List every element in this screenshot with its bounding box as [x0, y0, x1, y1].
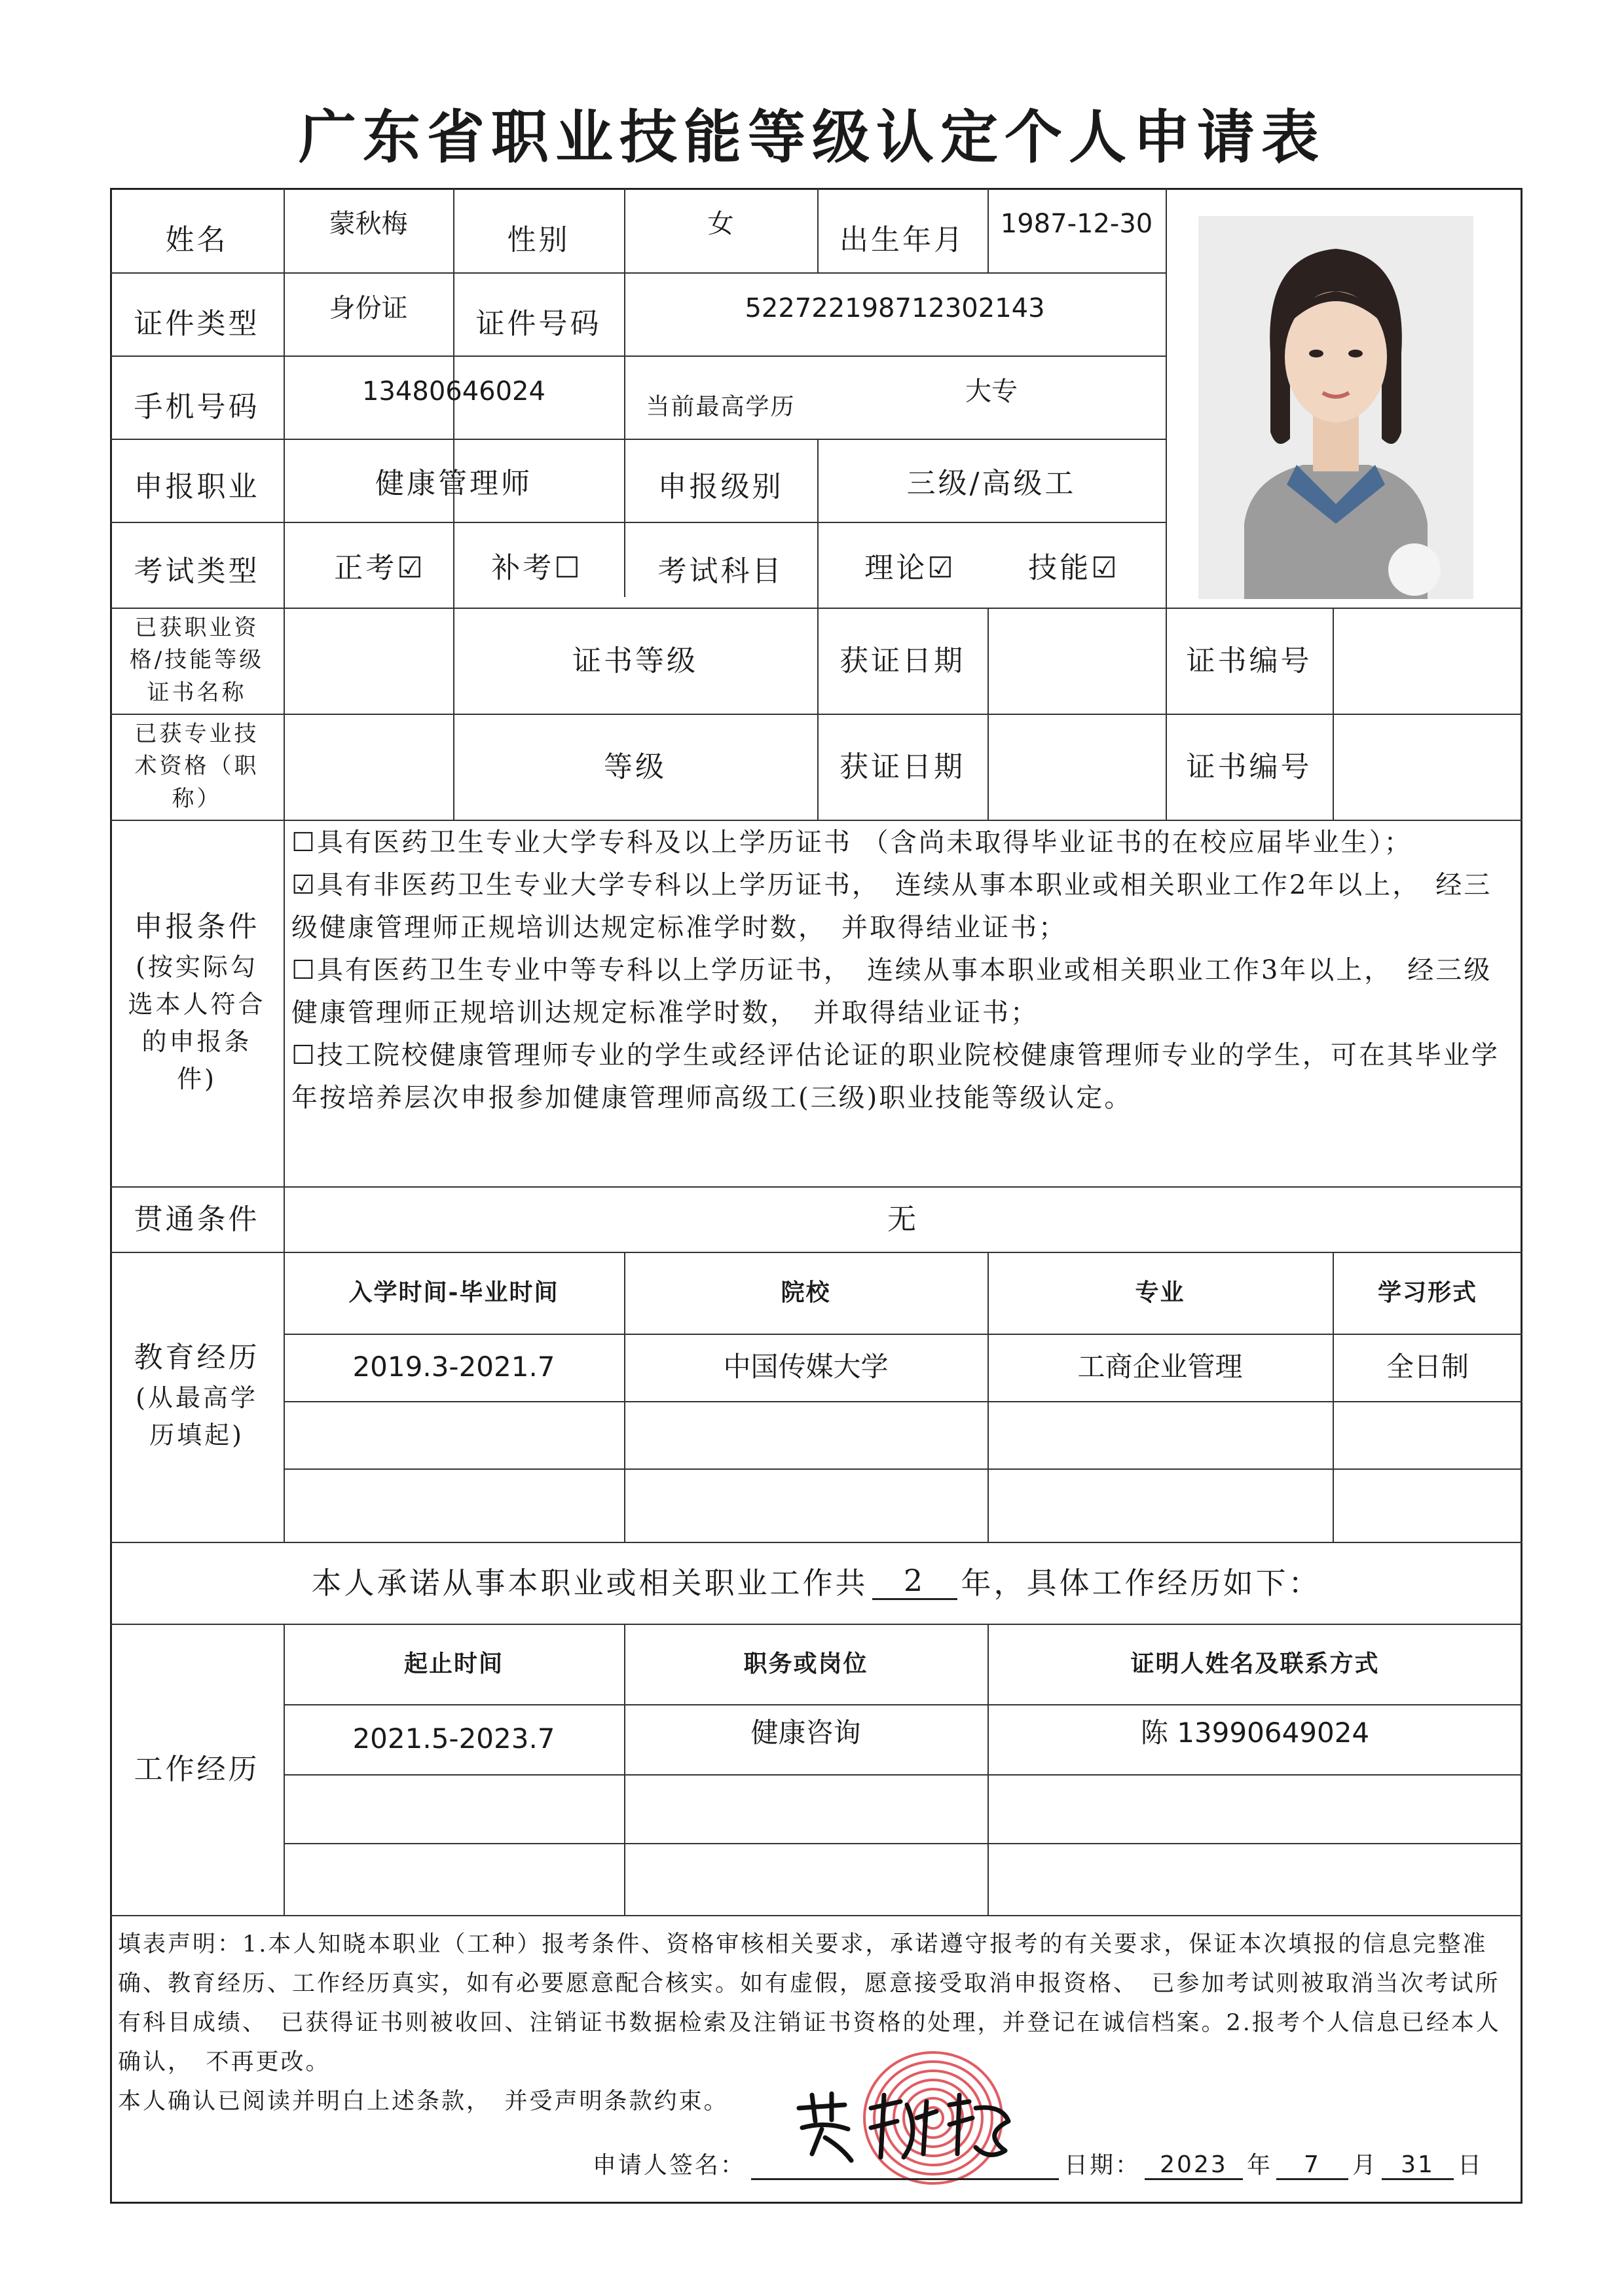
commitment-years: 2	[872, 1563, 957, 1600]
exam-type-regular: 正考☑	[334, 551, 426, 585]
work-reference: 陈 13990649024	[1140, 1717, 1370, 1749]
phone-value: 13480646024	[362, 376, 545, 407]
signature-row	[110, 2121, 1522, 2180]
cert-date-label: 获证日期	[840, 644, 965, 678]
signature-label: 申请人签名：	[592, 2152, 746, 2179]
title-date-label: 获证日期	[840, 750, 965, 784]
declaration-text: 填表声明：1.本人知晓本职业（工种）报考条件、资格审核相关要求，承诺遵守报考的有关要求，保证本次填报的信息完整准确、教育经历、工作经历真实，如有必要愿意配合核实。如有虚假，愿意接受取消申报资格、 已参加考试则被取消当次考试所有科目成绩、 已获得证书则被收回、注销证书数据检索及注销证书资格的处理，并登记在诚信档案。2.报考个人信息已经本人确认， 不再更改。	[118, 1931, 1501, 2075]
applicant-photo	[1198, 216, 1473, 599]
condition-item: ☐技工院校健康管理师专业的学生或经评估论证的职业院校健康管理师专业的学生，可在其毕业学年按培养层次申报参加健康管理师高级工(三级)职业技能等级认定。	[291, 1040, 1500, 1113]
id-type-value: 身份证	[329, 293, 408, 323]
date-year: 2023	[1145, 2151, 1243, 2180]
education-note: (从最高学历填起)	[136, 1383, 258, 1449]
condition-item: ☑具有非医药卫生专业大学专科以上学历证书， 连续从事本职业或相关职业工作2年以上， 经三级健康管理师正规培训达规定标准学时数， 并取得结业证书；	[291, 870, 1492, 943]
edu-header-major: 专业	[1135, 1279, 1185, 1306]
title-grade-label: 等级	[604, 750, 667, 784]
work-period: 2021.5-2023.7	[352, 1722, 555, 1755]
phone-label: 手机号码	[134, 390, 260, 424]
signature-line	[751, 2152, 1059, 2180]
through-value: 无	[887, 1202, 919, 1236]
edu-school: 中国传媒大学	[723, 1351, 889, 1383]
through-label: 贯通条件	[134, 1202, 260, 1236]
cert-no-label: 证书编号	[1186, 644, 1312, 678]
cert-grade-label: 证书等级	[572, 644, 698, 678]
edu-header-school: 院校	[781, 1279, 831, 1306]
work-label: 工作经历	[134, 1753, 260, 1786]
work-header-position: 职务或岗位	[743, 1650, 868, 1677]
job-value: 健康管理师	[375, 467, 532, 500]
edu-period: 2019.3-2021.7	[352, 1351, 555, 1383]
level-label: 申报级别	[657, 470, 784, 503]
form-title: 广东省职业技能等级认定个人申请表	[298, 103, 1325, 171]
work-header-period: 起止时间	[403, 1650, 504, 1677]
work-header-reference: 证明人姓名及联系方式	[1130, 1650, 1380, 1677]
condition-item: ☐具有医药卫生专业大学专科及以上学历证书 （含尚未取得毕业证书的在校应届毕业生）；	[291, 828, 1412, 858]
birth-value: 1987-12-30	[1000, 209, 1153, 239]
commitment-line	[110, 1545, 1522, 1617]
education-label-cell	[110, 1252, 284, 1542]
job-label: 申报职业	[134, 470, 260, 503]
exam-type-makeup: 补考☐	[491, 551, 583, 585]
name-label: 姓名	[165, 223, 229, 257]
work-position: 健康咨询	[750, 1717, 861, 1749]
gender-value: 女	[707, 209, 734, 239]
exam-subject-label: 考试科目	[657, 555, 784, 588]
edu-form: 全日制	[1386, 1351, 1469, 1383]
exam-subject-skill: 技能☑	[1028, 551, 1120, 585]
conditions-label: 申报条件	[134, 909, 260, 943]
id-no-value: 522722198712302143	[745, 293, 1045, 323]
date-year-unit: 年	[1246, 2152, 1272, 2179]
date-day-unit: 日	[1457, 2152, 1483, 2179]
edu-header-form: 学习形式	[1377, 1279, 1477, 1306]
date-month: 7	[1276, 2151, 1348, 2180]
cert-name-label: 已获职业资格/技能等级证书名称	[129, 615, 265, 706]
commitment-suffix: 年，具体工作经历如下：	[961, 1565, 1321, 1601]
conditions-note: (按实际勾选本人符合的申报条件)	[128, 952, 266, 1093]
edu-value: 大专	[965, 376, 1018, 407]
edu-major: 工商企业管理	[1077, 1351, 1243, 1383]
declaration-confirm: 本人确认已阅读并明白上述条款， 并受声明条款约束。	[118, 2088, 729, 2115]
id-no-label: 证件号码	[475, 307, 602, 340]
education-label: 教育经历	[134, 1341, 260, 1374]
condition-item: ☐具有医药卫生专业中等专科以上学历证书， 连续从事本职业或相关职业工作3年以上， 经三级健康管理师正规培训达规定标准学时数， 并取得结业证书；	[291, 955, 1492, 1028]
exam-subject-theory: 理论☑	[864, 551, 956, 585]
name-value: 蒙秋梅	[329, 209, 408, 239]
conditions-label-cell	[110, 820, 284, 1186]
commitment-prefix: 本人承诺从事本职业或相关职业工作共	[311, 1565, 868, 1601]
exam-type-label: 考试类型	[134, 555, 260, 588]
birth-label: 出生年月	[840, 223, 965, 257]
id-type-label: 证件类型	[134, 307, 260, 340]
title-cert-label: 已获专业技术资格（职称）	[134, 721, 259, 812]
level-value: 三级/高级工	[906, 467, 1077, 500]
date-month-unit: 月	[1352, 2152, 1378, 2179]
gender-label: 性别	[507, 223, 570, 257]
date-label: 日期：	[1063, 2152, 1141, 2179]
edu-label: 当前最高学历	[646, 393, 796, 420]
edu-header-period: 入学时间-毕业时间	[348, 1279, 559, 1306]
conditions-list	[291, 822, 1509, 1120]
title-no-label: 证书编号	[1186, 750, 1312, 784]
date-day: 31	[1382, 2151, 1454, 2180]
